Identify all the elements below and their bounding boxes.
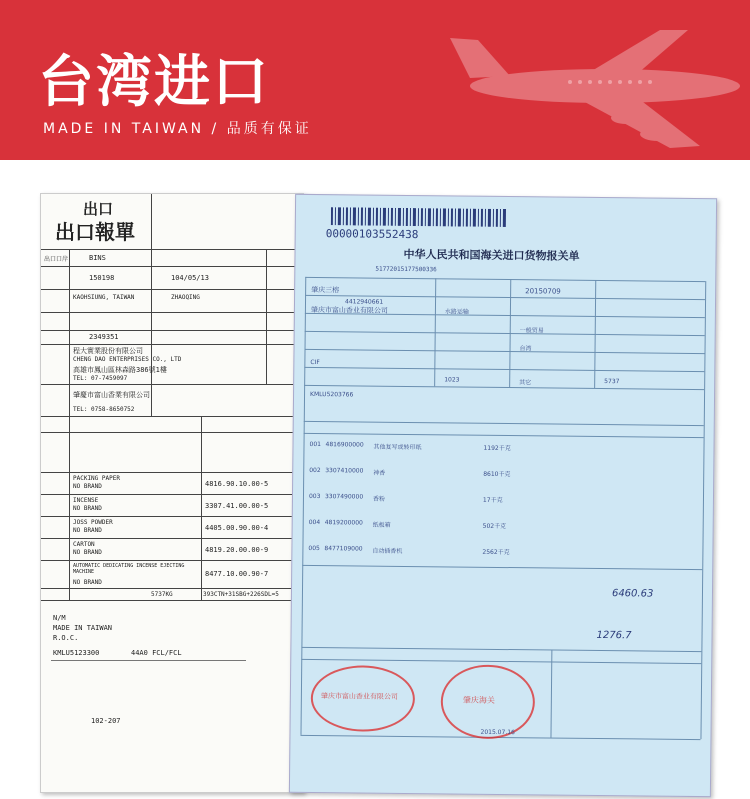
pack-type: 其它	[519, 379, 532, 387]
exporter-id: 2349351	[89, 333, 119, 341]
exporter-cn: 程大實業股份有限公司	[73, 347, 143, 355]
export-heading: 出口報單	[55, 220, 135, 244]
transport-mode: 水路运输	[444, 308, 469, 316]
origin-country: 台湾	[519, 345, 532, 353]
goods-4-qty: 502千克	[482, 522, 507, 531]
export-declaration: 出口 出口報單 出口口岸 BINS 150198 104/05/13 KAOHSIUNG, TAIWAN ZHAOQING 2349351 程大實業股份有限公司 CHENG DAO ENTERPRISES CO., LTD 高雄市鳳山區林森路386號1樓 TEL: 07-7459097 肇慶市富山香業有限公司 TEL: 0758-8650752 PACKING PAPER NO BRAND 4816.90.10.00-5 INCENSE NO BRAND 3307.41.00.00-5 JOSS POWDER NO BRAND 4405.00.90.00-4 CARTON NO BRAND 4819.20.00.00-9 AUTOMATIC DEDICATING INCENSE EJECTING MACHINE NO BRAND 8477.10.00.90-7 5737KG 393CTN+31SBG+226SDL=5 N/M MADE IN TAIWAN R.O.C. KMLU5123300 44A0 FCL/FCL 102-207	[40, 193, 304, 793]
goods-4-name: 纸板箱	[372, 521, 391, 529]
banner-title: 台湾进口	[38, 50, 270, 115]
item-2-desc: INCENSE	[73, 497, 99, 504]
item-3-desc: JOSS POWDER	[73, 519, 113, 526]
contract-no: 1023	[444, 376, 460, 384]
barcode-number: 00000103552438	[325, 227, 419, 242]
item-4-code: 4819.20.00.00-9	[205, 546, 269, 554]
item-2-code: 3307.41.00.00-5	[205, 502, 269, 510]
banner-subtitle: MADE IN TAIWAN / 品质有保证	[43, 121, 312, 137]
import-declaration	[289, 194, 717, 797]
tax-amount-2: 1276.7	[596, 629, 632, 642]
goods-3-no: 003	[308, 492, 321, 501]
total-weight: 5737KG	[151, 591, 173, 598]
exporter-en: CHENG DAO ENTERPRISES CO., LTD	[73, 356, 182, 363]
roc: R.O.C.	[53, 634, 79, 642]
goods-2-qty: 8610千克	[483, 470, 511, 479]
goods-5-name: 自动插香机	[372, 547, 403, 555]
goods-4-code: 4819200000	[324, 519, 363, 527]
destination-value: ZHAOQING	[171, 294, 200, 301]
vessel-value: BINS	[89, 254, 106, 262]
manifest-value: 150198	[89, 274, 115, 282]
goods-3-code: 3307490000	[324, 493, 364, 501]
packages: 393CTN+31SBG+226SDL=5	[203, 591, 279, 598]
port-value: 肇庆三榕	[311, 285, 340, 295]
kml-no: KMLU5123300	[53, 649, 100, 657]
item-3-brand: NO BRAND	[73, 527, 102, 534]
import-form-title: 中华人民共和国海关进口货物报关单	[403, 247, 580, 263]
goods-5-qty: 2562千克	[482, 548, 510, 557]
goods-4-no: 004	[308, 518, 321, 527]
banner	[0, 0, 750, 160]
item-5-brand: NO BRAND	[73, 579, 102, 586]
export-date: 104/05/13	[171, 274, 209, 282]
importer-name: 肇慶市富山香業有限公司	[73, 391, 150, 399]
gross-weight: 5737	[604, 378, 620, 386]
item-1-brand: NO BRAND	[73, 483, 102, 490]
item-4-brand: NO BRAND	[73, 549, 102, 556]
declared-no: 51772015177500336	[375, 265, 437, 274]
stamp-company-text: 肇庆市富山香业有限公司	[320, 692, 398, 701]
item-3-code: 4405.00.90.00-4	[205, 524, 269, 532]
origin-value: KAOHSIUNG, TAIWAN	[73, 294, 135, 301]
goods-5-no: 005	[308, 544, 320, 553]
goods-1-code: 4816900000	[325, 441, 364, 449]
item-1-code: 4816.90.10.00-5	[205, 480, 269, 488]
export-heading-top: 出口	[83, 200, 114, 218]
goods-2-no: 002	[309, 466, 321, 475]
trade-mode: 一般贸易	[519, 327, 544, 335]
barcode-icon	[331, 207, 511, 227]
price-term: CIF	[310, 358, 320, 367]
goods-2-code: 3307410000	[325, 467, 364, 475]
item-5-desc: AUTOMATIC DEDICATING INCENSE EJECTING MACHINE	[73, 563, 185, 575]
item-4-desc: CARTON	[73, 541, 95, 548]
goods-3-qty: 17千克	[482, 496, 503, 504]
item-2-brand: NO BRAND	[73, 505, 102, 512]
marks: N/M	[53, 614, 66, 622]
consignee-name: 肇庆市富山香业有限公司	[310, 305, 388, 315]
container-no: KMLU5203766	[310, 390, 354, 399]
exporter-tel: TEL: 07-7459097	[73, 375, 128, 382]
exporter-addr: 高雄市鳳山區林森路386號1樓	[73, 366, 167, 374]
consignee-code: 4412940661	[344, 298, 384, 306]
import-date: 20150709	[525, 287, 561, 296]
airplane-icon	[430, 8, 750, 158]
goods-5-code: 8477109000	[324, 545, 363, 553]
item-1-desc: PACKING PAPER	[73, 475, 120, 482]
tax-amount: 6460.63	[611, 588, 654, 600]
date-stamp: 2015.07.16	[480, 728, 515, 737]
footer-no: 102-207	[91, 717, 121, 725]
goods-3-name: 香粉	[372, 495, 386, 503]
importer-tel: TEL: 0758-8650752	[73, 406, 135, 413]
goods-1-name: 其他复写或转印纸	[373, 443, 422, 452]
goods-1-qty: 1192千克	[483, 444, 511, 453]
stamp-customs-text: 肇庆海关	[462, 695, 495, 705]
goods-1-no: 001	[309, 440, 322, 449]
container-type: 44A0 FCL/FCL	[131, 649, 182, 657]
goods-2-name: 神香	[373, 469, 386, 477]
item-5-code: 8477.10.00.90-7	[205, 570, 269, 578]
made-in: MADE IN TAIWAN	[53, 624, 113, 632]
